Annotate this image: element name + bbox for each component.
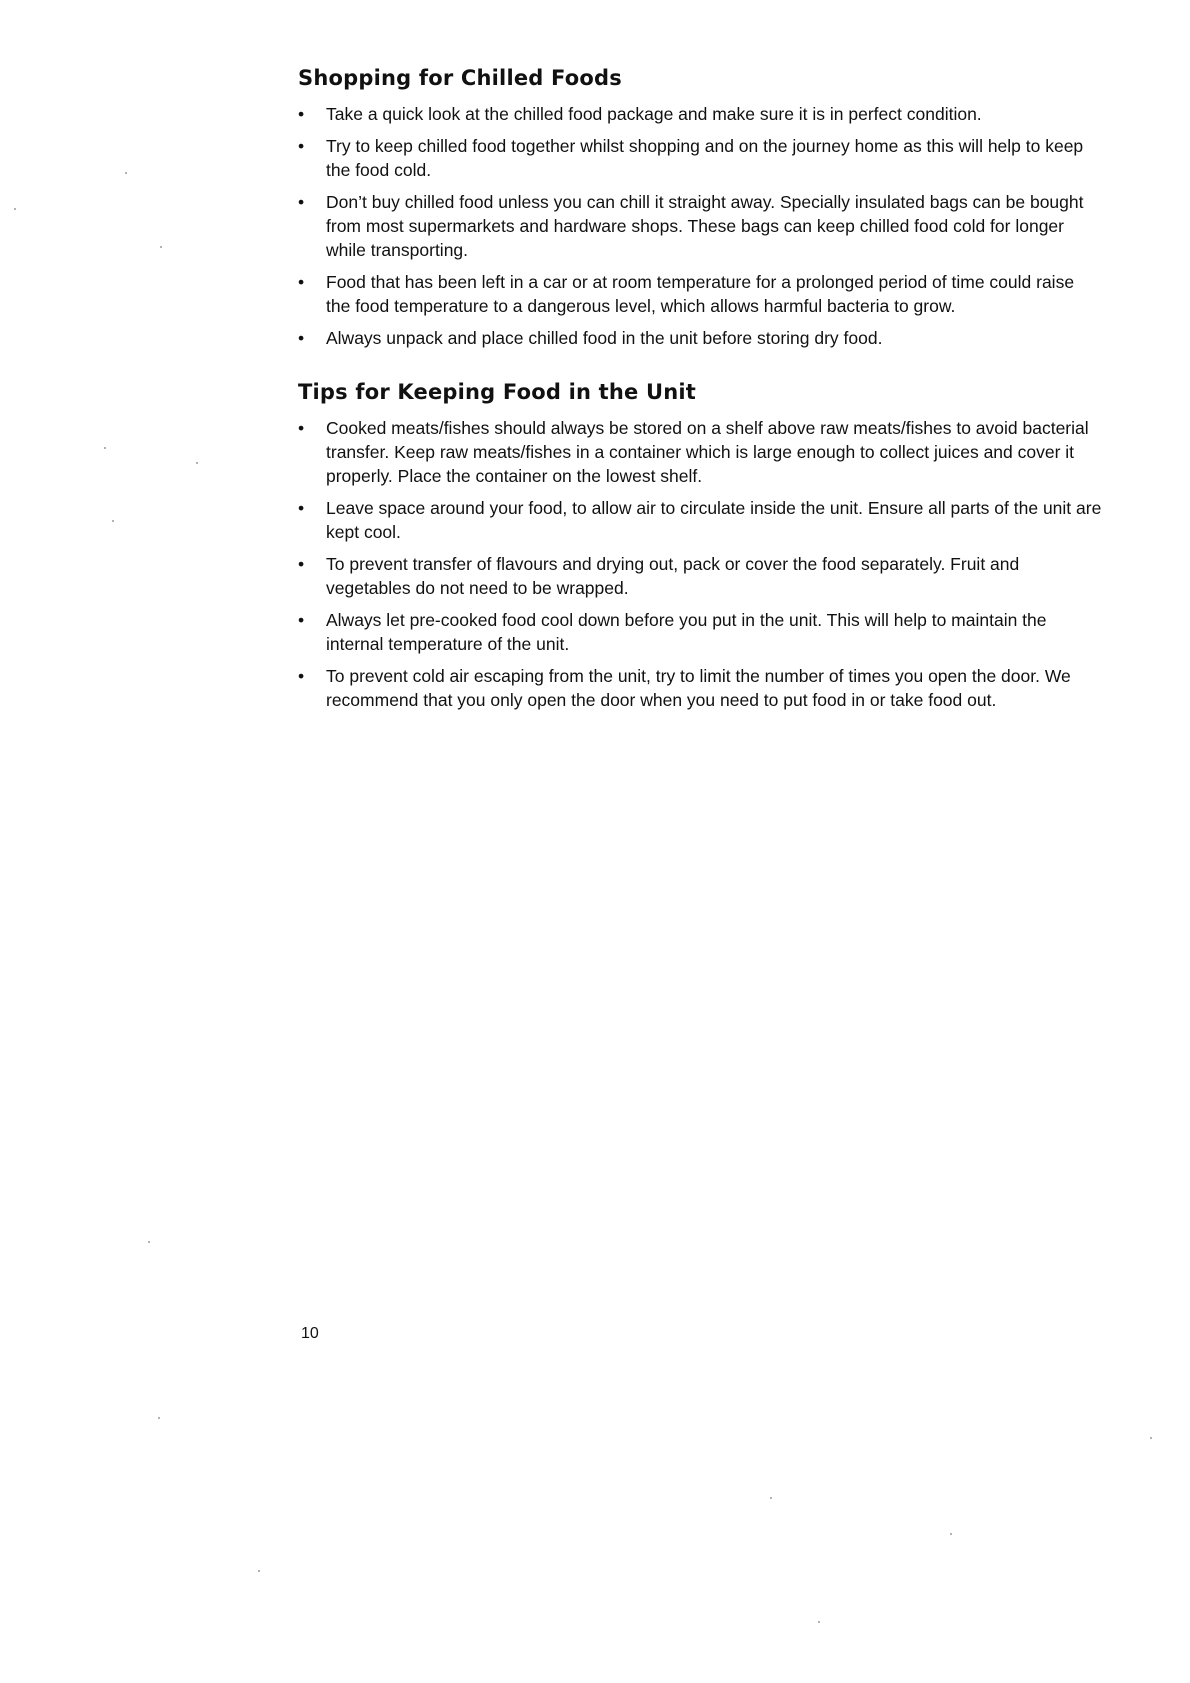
- list-item-text: To prevent transfer of flavours and drying out, pack or cover the food separately. Fruit and vegetables do not need to be wrapped.: [326, 554, 1020, 598]
- scan-speck: [148, 1241, 150, 1243]
- list-item: [298, 190, 1103, 262]
- scan-speck: [258, 1570, 260, 1572]
- list-item-text: Try to keep chilled food together whilst shopping and on the journey home as this will help to keep the food cold.: [326, 136, 1084, 180]
- scan-speck: [125, 172, 127, 174]
- scan-speck: [160, 246, 162, 248]
- bullet-icon: •: [298, 418, 305, 438]
- list-item: [298, 608, 1103, 656]
- list-item: [298, 496, 1103, 544]
- list-item: [298, 134, 1103, 182]
- section-heading: Tips for Keeping Food in the Unit: [298, 380, 697, 404]
- scan-speck: [818, 1621, 820, 1623]
- list-item-text: To prevent cold air escaping from the unit, try to limit the number of times you open the door. We recommend that you only open the door when you need to put food in or take food out.: [326, 666, 1071, 710]
- list-item-text: Take a quick look at the chilled food package and make sure it is in perfect condition.: [326, 104, 982, 124]
- list-item-text: Leave space around your food, to allow air to circulate inside the unit. Ensure all parts of the unit are kept cool.: [326, 498, 1102, 542]
- section-heading: Shopping for Chilled Foods: [298, 66, 622, 90]
- list-item-text: Don’t buy chilled food unless you can chill it straight away. Specially insulated bags can be bought from most supermarkets and hardware shops. These bags can keep chilled food cold for longer while transporting.: [326, 192, 1084, 260]
- bullet-icon: •: [298, 192, 305, 212]
- bullet-icon: •: [298, 610, 305, 630]
- bullet-icon: •: [298, 666, 305, 686]
- list-item-text: Always unpack and place chilled food in the unit before storing dry food.: [326, 328, 883, 348]
- scan-speck: [14, 208, 16, 210]
- bullet-icon: •: [298, 328, 305, 348]
- bullet-icon: •: [298, 498, 305, 518]
- scan-speck: [158, 1417, 160, 1419]
- list-item-text: Cooked meats/fishes should always be stored on a shelf above raw meats/fishes to avoid bacterial transfer. Keep raw meats/fishes in a container which is large enough to collect juices and cover it properly. Place the container on the lowest shelf.: [326, 418, 1089, 486]
- scan-speck: [1150, 1437, 1152, 1439]
- bullet-icon: •: [298, 554, 305, 574]
- list-item-text: Always let pre-cooked food cool down before you put in the unit. This will help to maintain the internal temperature of the unit.: [326, 610, 1047, 654]
- bullet-icon: •: [298, 136, 305, 156]
- section-shopping-chilled-foods: [298, 66, 1103, 350]
- list-item-text: Food that has been left in a car or at room temperature for a prolonged period of time could raise the food temperature to a dangerous level, which allows harmful bacteria to grow.: [326, 272, 1075, 316]
- list-item: [298, 664, 1103, 712]
- page-content: [298, 66, 1103, 720]
- bullet-icon: •: [298, 104, 305, 124]
- scan-speck: [104, 447, 106, 449]
- bullet-icon: •: [298, 272, 305, 292]
- page-number: 10: [301, 1325, 319, 1342]
- bullet-list: [298, 102, 1103, 350]
- list-item: [298, 270, 1103, 318]
- list-item: [298, 326, 1103, 350]
- list-item: [298, 552, 1103, 600]
- scan-speck: [112, 520, 114, 522]
- bullet-list: [298, 416, 1103, 712]
- section-tips-keeping-food: [298, 380, 1103, 712]
- list-item: [298, 102, 1103, 126]
- scan-speck: [770, 1497, 772, 1499]
- scan-speck: [196, 462, 198, 464]
- scan-speck: [950, 1533, 952, 1535]
- list-item: [298, 416, 1103, 488]
